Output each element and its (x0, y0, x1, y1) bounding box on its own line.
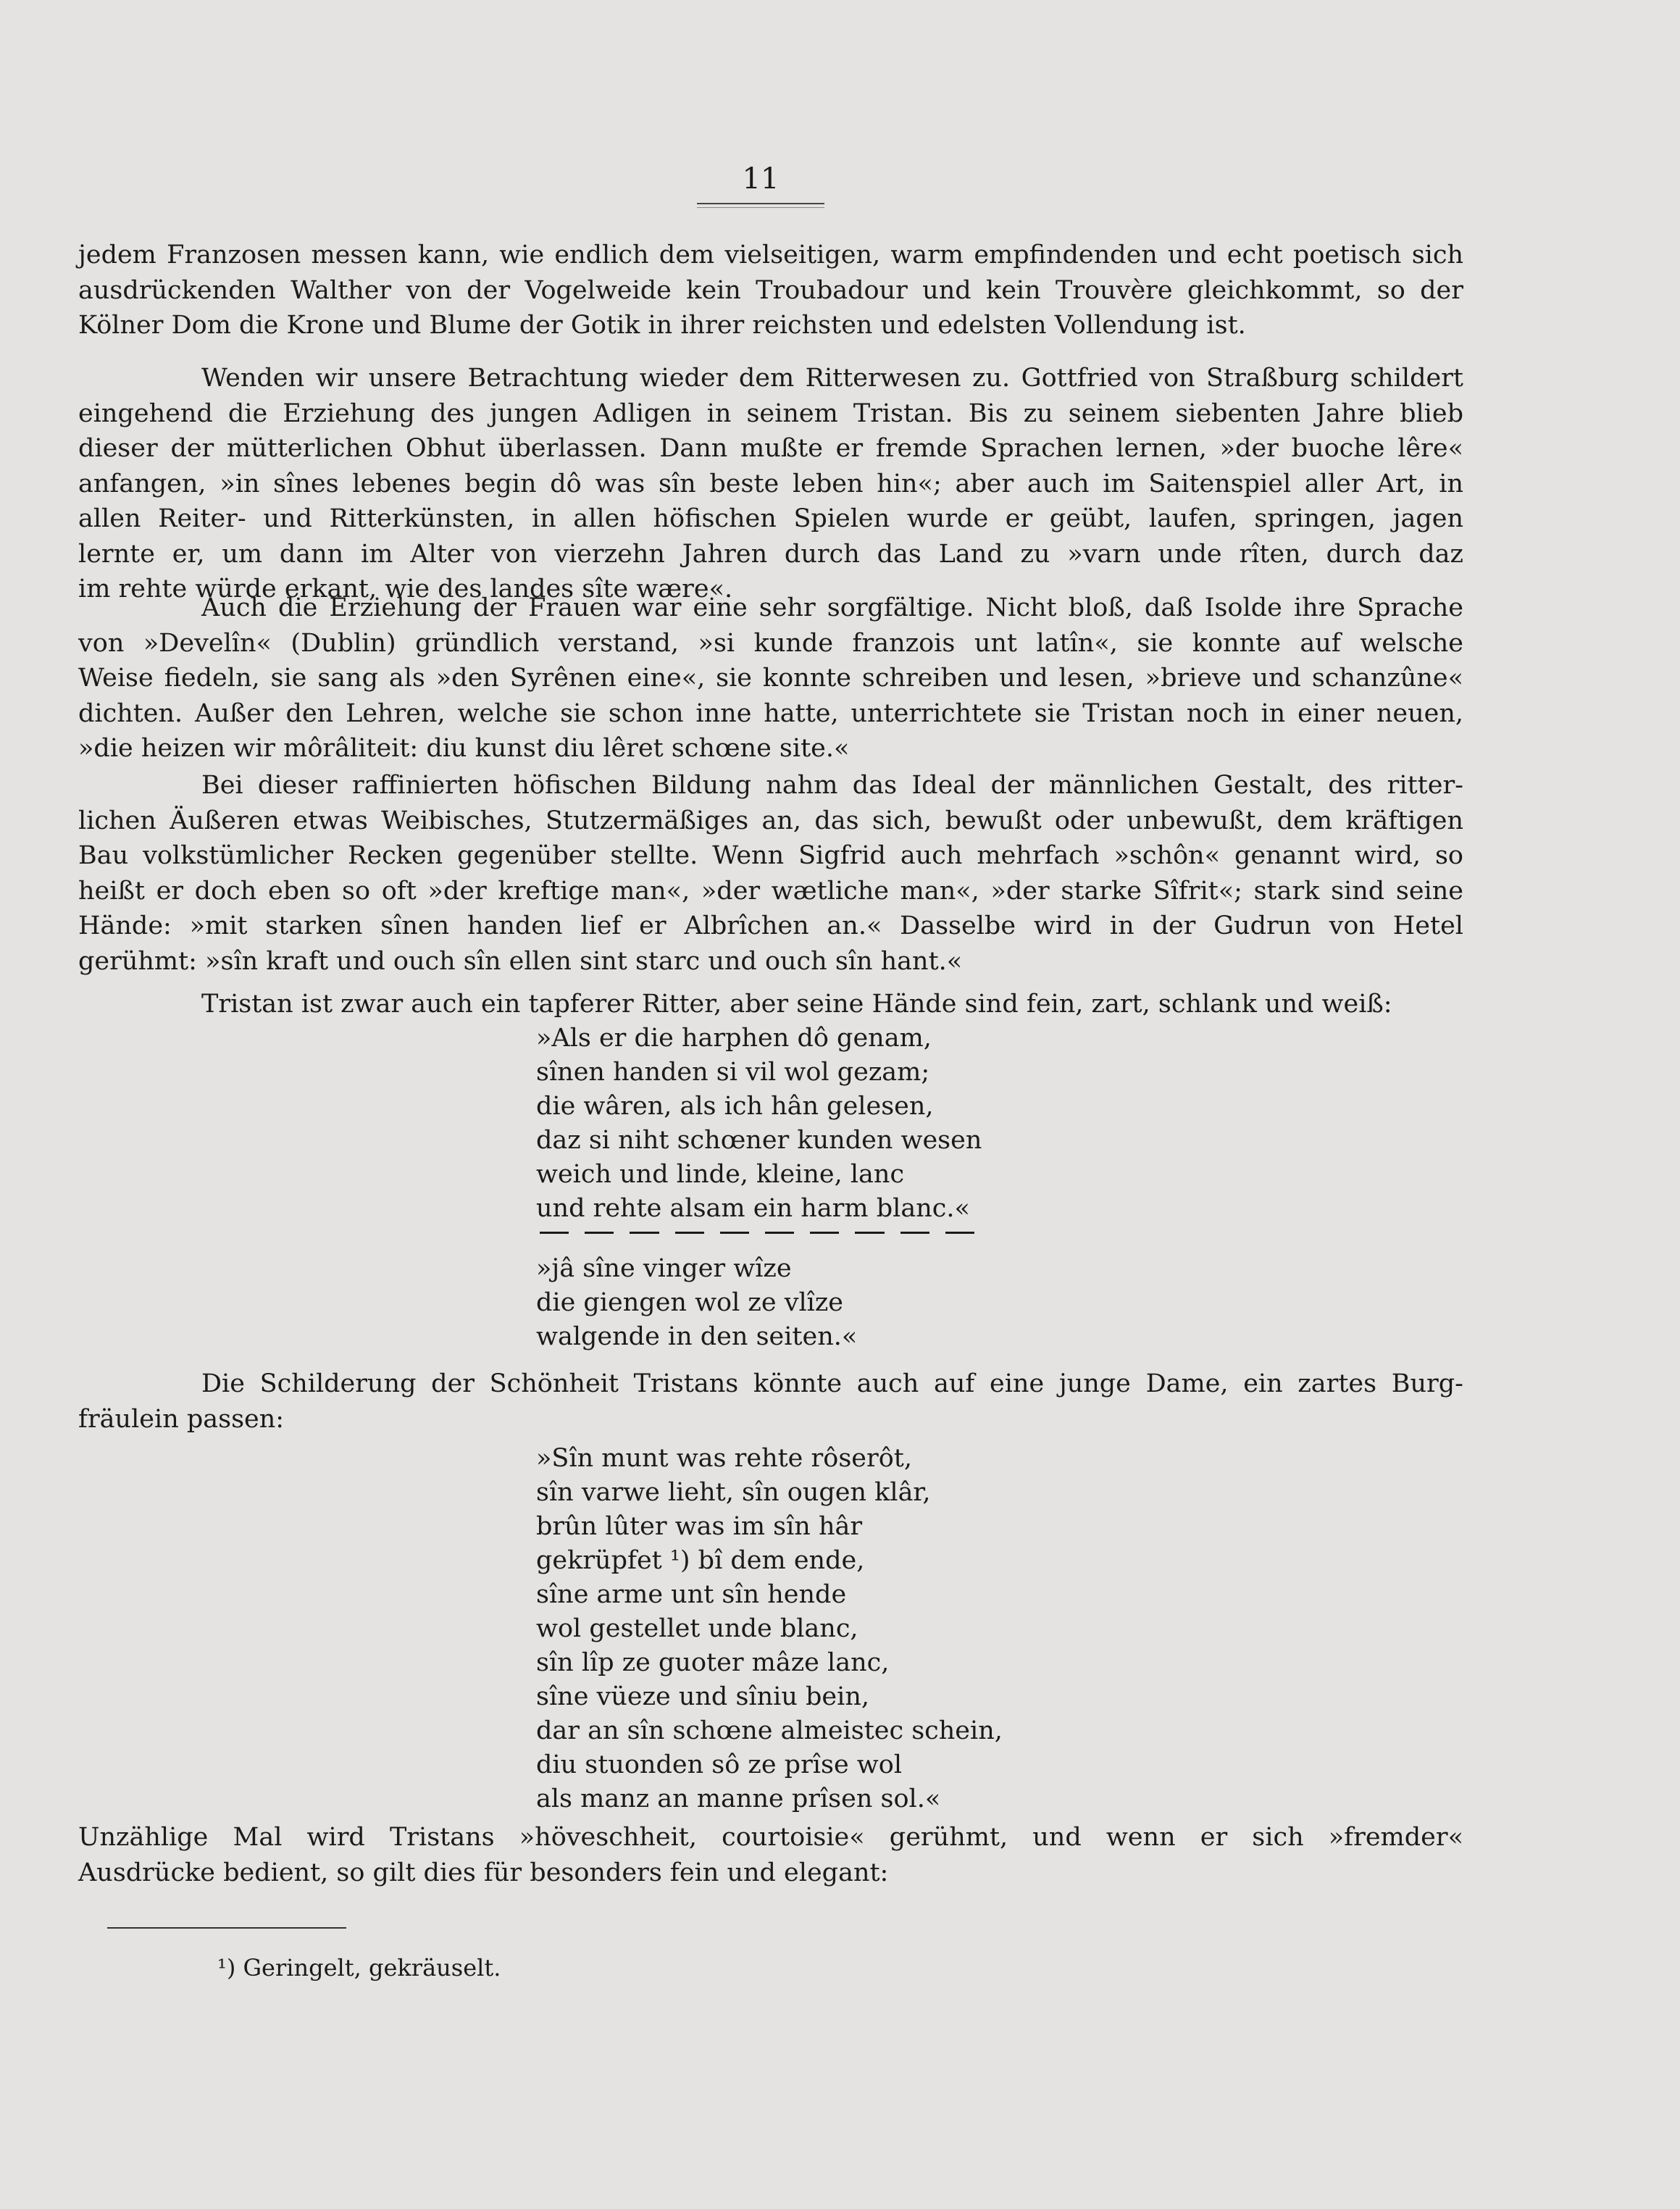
text-line: Unzählige Mal wird Tristans »höveschheit, courtoisie« gerühmt, und wenn er sich »fremder« (78, 1823, 1463, 1852)
text-line: dichten. Außer den Lehren, welche sie schon inne hatte, unterrichtete sie Tristan noch in einer neuen, (78, 698, 1463, 728)
text-line: dieser der mütterlichen Obhut überlassen. Dann mußte er fremde Sprachen lernen, »der buoche lêre« (78, 434, 1463, 463)
footnote-mark: ¹) (217, 1954, 236, 1982)
verse-line: sîne vüeze und sîniu bein, (536, 1682, 869, 1711)
text-line: eingehend die Erziehung des jungen Adligen in seinem Tristan. Bis zu seinem siebenten Jahre blieb (78, 398, 1463, 428)
paragraph-3 (78, 590, 1463, 767)
page-number: 11 (742, 162, 780, 196)
text-line: Die Schilderung der Schönheit Tristans könnte auch auf eine junge Dame, ein zartes Burg- (201, 1369, 1463, 1398)
text-line: lernte er, um dann im Alter von vierzehn Jahren durch das Land zu »varn unde rîten, durch daz (78, 539, 1463, 569)
paragraph-2 (78, 361, 1463, 607)
paragraph-5 (78, 987, 1463, 1022)
paragraph-6 (78, 1366, 1463, 1437)
page-number-ornament (697, 203, 824, 208)
verse-line: die wâren, als ich hân gelesen, (536, 1092, 934, 1121)
text-line: allen Reiter- und Ritterkünsten, in allen höfischen Spielen wurde er geübt, laufen, springen, jagen (78, 504, 1463, 533)
text-line: gerühmt: »sîn kraft und ouch sîn ellen sint starc und ouch sîn hant.« (78, 946, 963, 976)
paragraph-1 (78, 238, 1463, 343)
omission-dashes (540, 1232, 974, 1235)
verse-line: walgende in den seiten.« (536, 1322, 858, 1351)
footnote-text: Geringelt, gekräuselt. (243, 1954, 501, 1982)
footnote (217, 1953, 501, 1983)
text-line: Bei dieser raffinierten höfischen Bildung nahm das Ideal der männlichen Gestalt, des ritter- (201, 771, 1463, 800)
verse-line: weich und linde, kleine, lanc (536, 1160, 905, 1189)
text-line: im rehte würde erkant, wie des landes sîte wære«. (78, 575, 733, 604)
verse-quote-3 (536, 1442, 1405, 1816)
text-line: Auch die Erziehung der Frauen war eine sehr sorgfältige. Nicht bloß, daß Isolde ihre Sprache (201, 593, 1463, 622)
paragraph-7 (78, 1820, 1463, 1890)
verse-line: dar an sîn schœne almeistec schein, (536, 1716, 1003, 1745)
footnote-rule (107, 1927, 346, 1929)
verse-line: und rehte alsam ein harm blanc.« (536, 1194, 970, 1223)
verse-line: als manz an manne prîsen sol.« (536, 1784, 941, 1813)
text-line: Tristan ist zwar auch ein tapferer Ritter, aber seine Hände sind fein, zart, schlank und weiß: (201, 990, 1392, 1019)
verse-line: sîn varwe lieht, sîn ougen klâr, (536, 1478, 931, 1507)
verse-line: gekrüpfet ¹) bî dem ende, (536, 1546, 865, 1575)
verse-line: sînen handen si vil wol gezam; (536, 1058, 930, 1087)
verse-quote-2 (536, 1252, 1405, 1354)
verse-quote-1 (536, 1022, 1405, 1226)
text-line: von »Develîn« (Dublin) gründlich verstand, »si kunde franzois unt latîn«, sie konnte auf welsche (78, 628, 1463, 658)
text-line: Wenden wir unsere Betrachtung wieder dem Ritterwesen zu. Gottfried von Straßburg schildert (201, 364, 1463, 393)
text-line: Weise fiedeln, sie sang als »den Syrênen eine«, sie konnte schreiben und lesen, »brieve und schanzûne« (78, 664, 1463, 693)
verse-line: brûn lûter was im sîn hâr (536, 1512, 863, 1541)
verse-line: daz si niht schœner kunden wesen (536, 1126, 982, 1155)
text-line: Ausdrücke bedient, so gilt dies für besonders fein und elegant: (78, 1858, 889, 1887)
text-line: anfangen, »in sînes lebenes begin dô was sîn beste leben hin«; aber auch im Saitenspiel aller Art, in (78, 469, 1463, 498)
verse-line: »Als er die harphen dô genam, (536, 1024, 932, 1053)
text-line: Kölner Dom die Krone und Blume der Gotik in ihrer reichsten und edelsten Vollendung ist. (78, 311, 1246, 340)
text-line: Bau volkstümlicher Recken gegenüber stellte. Wenn Sigfrid auch mehrfach »schôn« genannt wird, so (78, 841, 1463, 870)
verse-line: sîn lîp ze guoter mâze lanc, (536, 1648, 890, 1677)
text-line: lichen Äußeren etwas Weibisches, Stutzermäßiges an, das sich, bewußt oder unbewußt, dem kräftigen (78, 806, 1463, 835)
verse-line: sîne arme unt sîn hende (536, 1580, 847, 1609)
verse-line: »jâ sîne vinger wîze (536, 1254, 792, 1283)
text-line: »die heizen wir môrâliteit: diu kunst diu lêret schœne site.« (78, 734, 850, 763)
text-line: Hände: »mit starken sînen handen lief er Albrîchen an.« Dasselbe wird in der Gudrun von Hetel (78, 911, 1463, 940)
verse-line: diu stuonden sô ze prîse wol (536, 1750, 903, 1779)
verse-line: die giengen wol ze vlîze (536, 1288, 844, 1317)
verse-line: wol gestellet unde blanc, (536, 1614, 858, 1643)
paragraph-4 (78, 768, 1463, 979)
text-line: heißt er doch eben so oft »der kreftige man«, »der wætliche man«, »der starke Sîfrit«; stark sind seine (78, 876, 1463, 906)
text-line: fräulein passen: (78, 1404, 285, 1434)
verse-line: »Sîn munt was rehte rôserôt, (536, 1444, 912, 1473)
text-line: jedem Franzosen messen kann, wie endlich dem vielseitigen, warm empfindenden und echt poetisch sich (78, 241, 1463, 270)
text-line: ausdrückenden Walther von der Vogelweide kein Troubadour und kein Trouvère gleichkommt, so der (78, 275, 1463, 305)
